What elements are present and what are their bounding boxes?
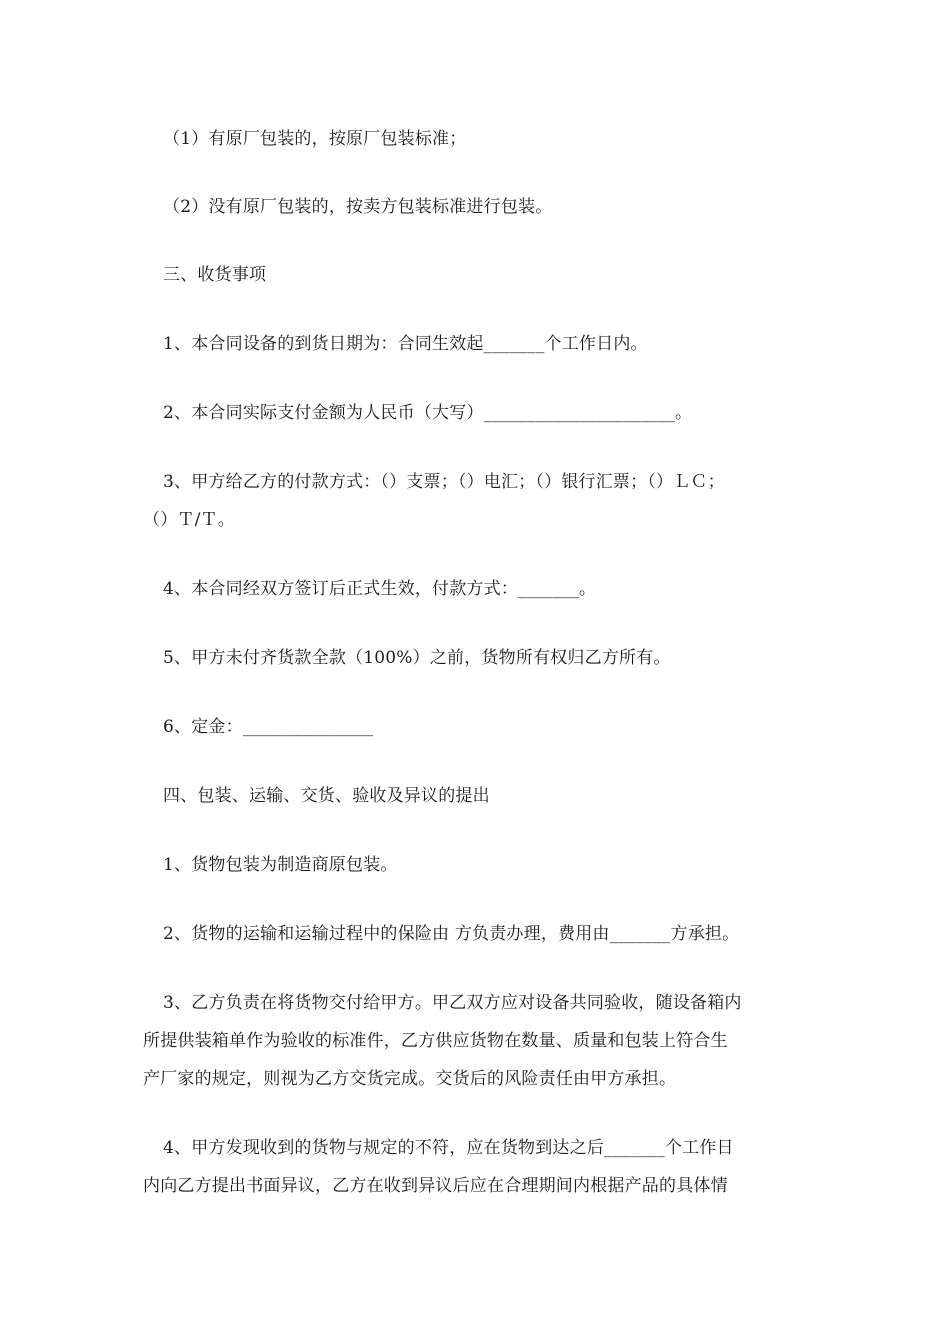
clause-ownership: 5、甲方未付齐货款全款（100%）之前，货物所有权归乙方所有。 — [163, 648, 671, 668]
section-heading-receiving: 三、收货事项 — [163, 265, 267, 285]
clause-deposit: 6、定金：_______________ — [163, 717, 374, 737]
clause-acceptance-line-2: 所提供装箱单作为验收的标准件，乙方供应货物在数量、质量和包装上符合生 — [143, 1031, 728, 1051]
clause-payment-amount: 2、本合同实际支付金额为人民币（大写）______________________。 — [163, 403, 693, 423]
clause-objection-line-1: 4、甲方发现收到的货物与规定的不符，应在货物到达之后_______个工作日 — [163, 1138, 734, 1158]
section-heading-packaging-transport: 四、包装、运输、交货、验收及异议的提出 — [163, 786, 490, 806]
clause-manufacturer-packaging: 1、货物包装为制造商原包装。 — [163, 855, 398, 875]
clause-effective-payment: 4、本合同经双方签订后正式生效，付款方式：_______。 — [163, 579, 597, 599]
clause-payment-method: 3、甲方给乙方的付款方式：（）支票；（）电汇；（）银行汇票；（）ＬＣ； — [163, 472, 725, 492]
clause-transport-insurance: 2、货物的运输和运输过程中的保险由 方负责办理，费用由_______方承担。 — [163, 924, 740, 944]
clause-objection-line-2: 内向乙方提出书面异议，乙方在收到异议后应在合理期间内根据产品的具体情 — [143, 1176, 728, 1196]
clause-acceptance-line-1: 3、乙方负责在将货物交付给甲方。甲乙双方应对设备共同验收，随设备箱内 — [163, 993, 742, 1013]
clause-acceptance-line-3: 产厂家的规定，则视为乙方交货完成。交货后的风险责任由甲方承担。 — [143, 1069, 677, 1089]
clause-payment-method-continued: （）Ｔ/Ｔ。 — [143, 510, 235, 530]
clause-delivery-date: 1、本合同设备的到货日期为：合同生效起_______个工作日内。 — [163, 334, 648, 354]
clause-packaging-seller: （2）没有原厂包装的，按卖方包装标准进行包装。 — [163, 197, 553, 217]
clause-packaging-original: （1）有原厂包装的，按原厂包装标准； — [163, 129, 467, 149]
